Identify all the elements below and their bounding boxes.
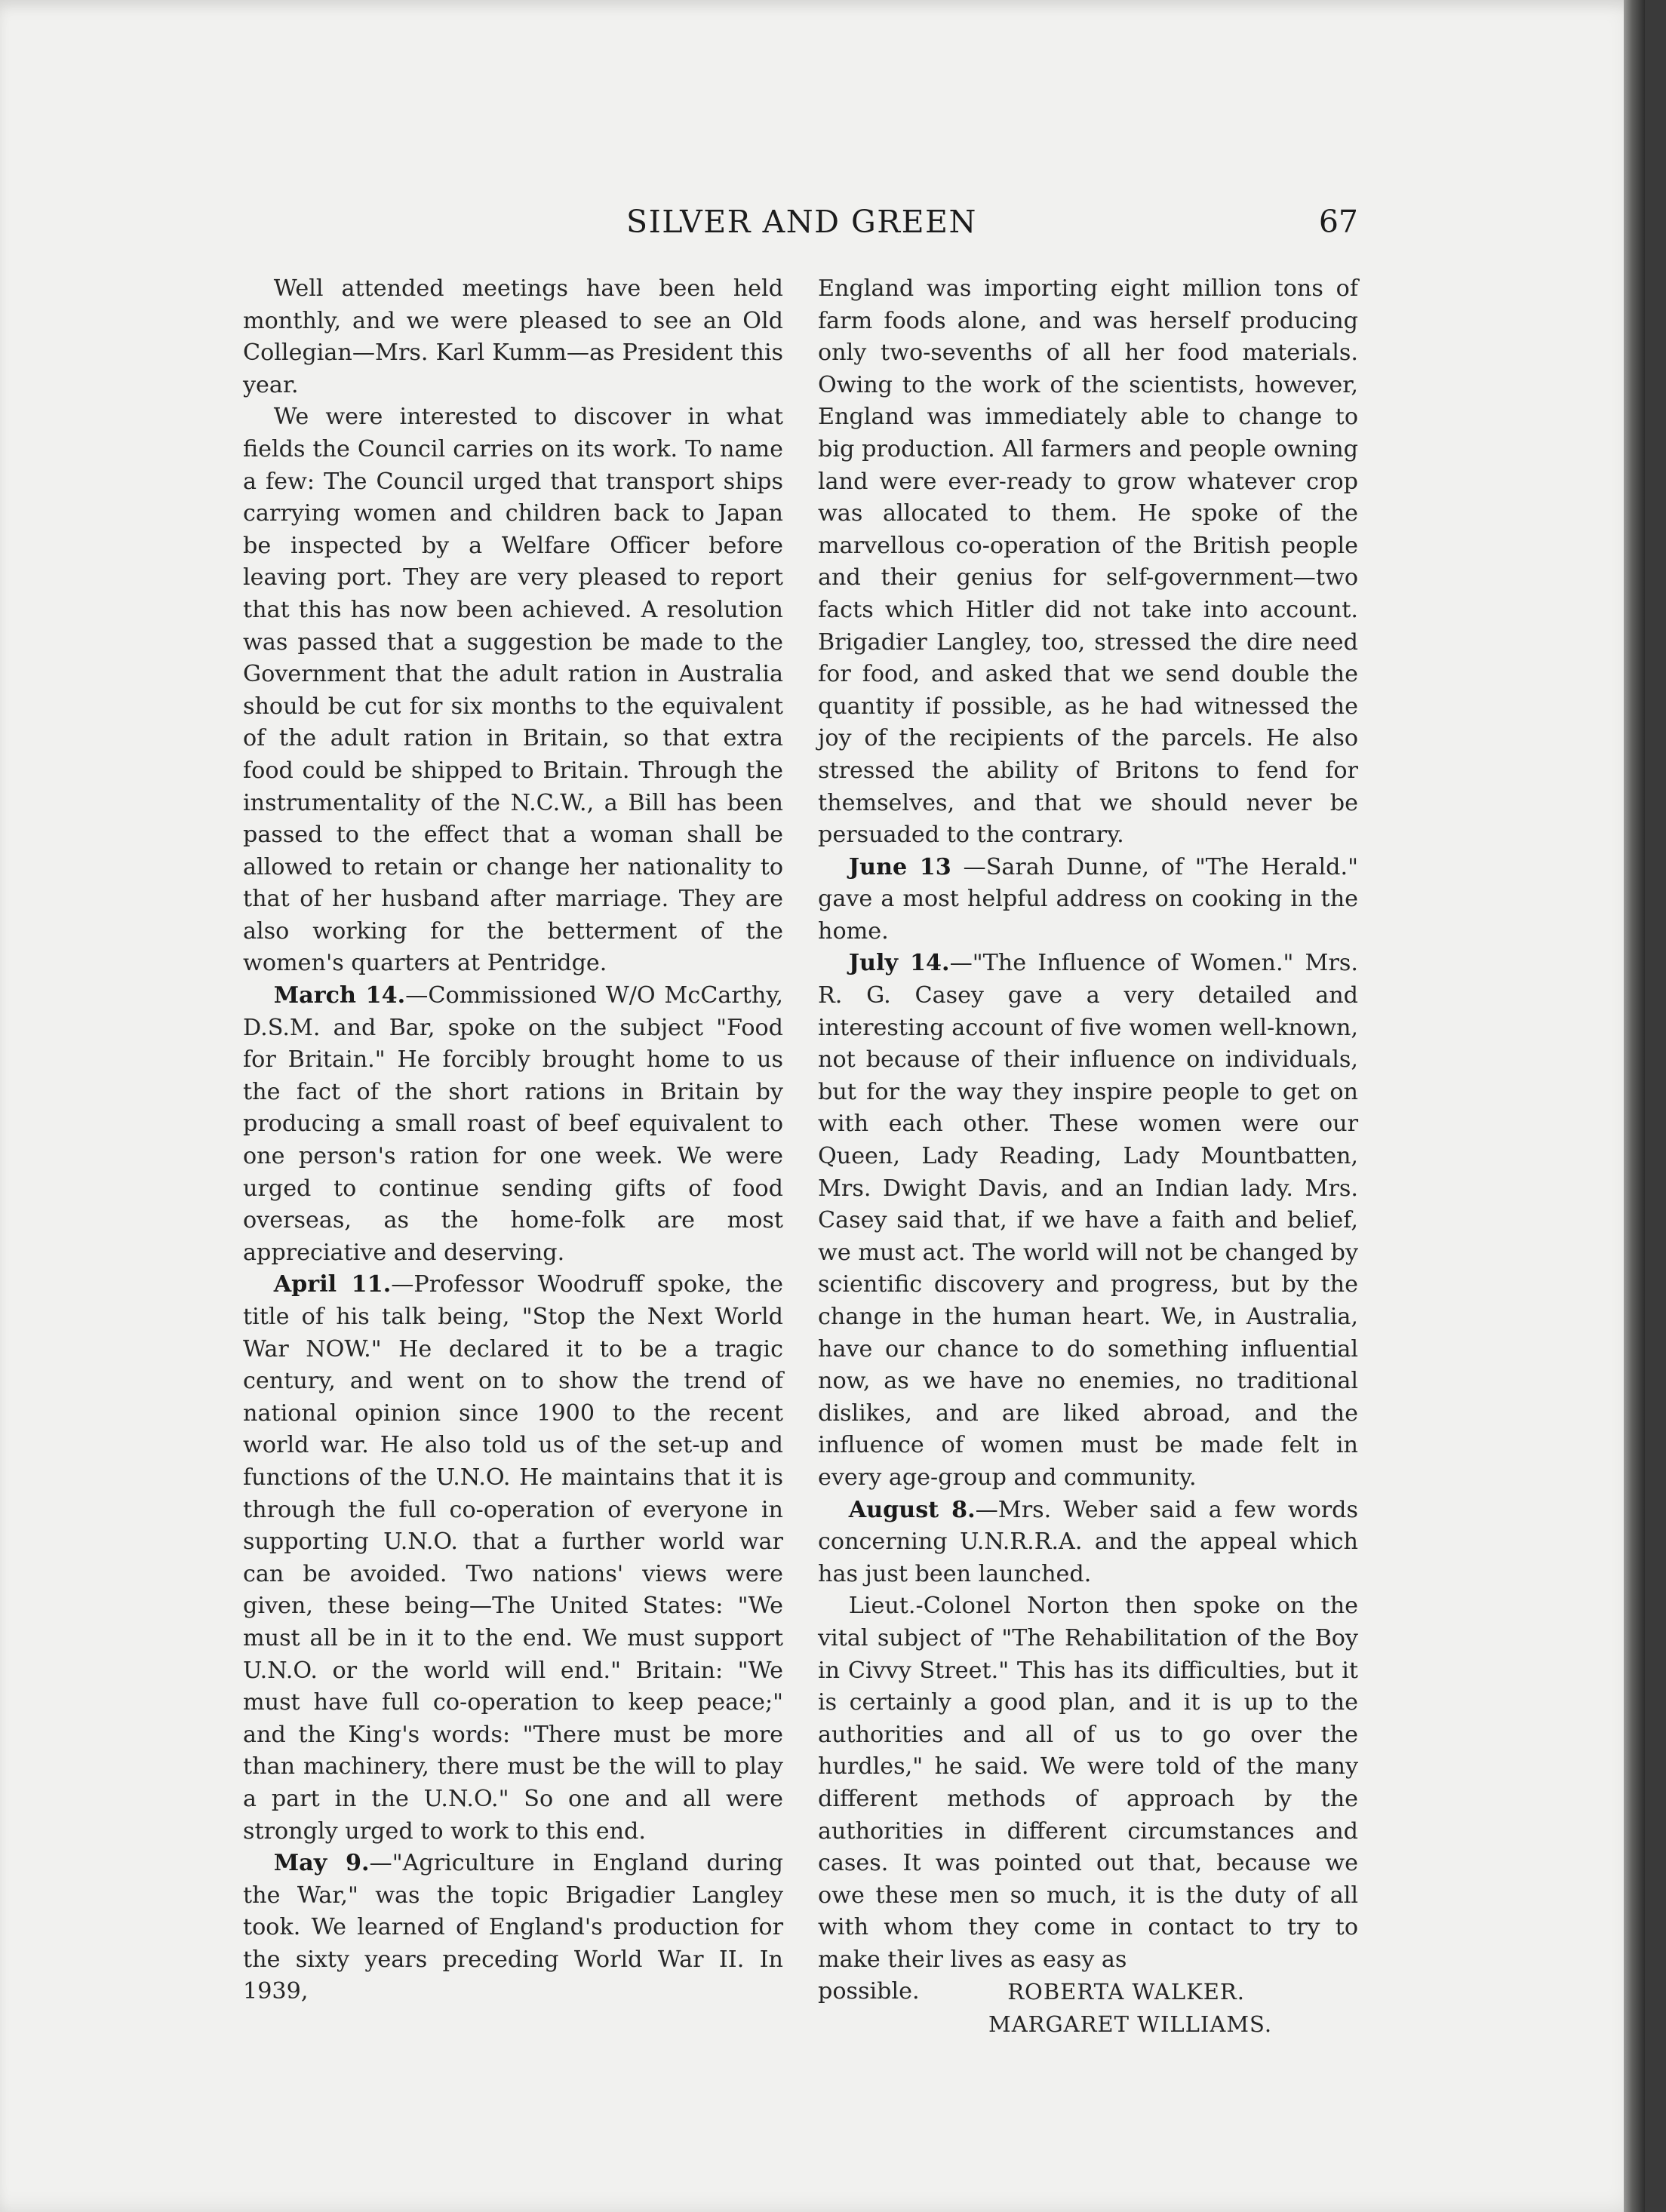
paragraph-norton: Lieut.-Colonel Norton then spoke on the vital subject of "The Rehabilitation of the Boy in Civvy Street." This has its difficulties, but it is certainly a good plan, and it is up to the authorities and all of us to go over the hurdles," he said. We were told of the many different methods of approach by the authorities in different circumstances and cases. It was pointed out that, because we owe these men so much, it is the duty of all with whom they come in contact to try to make their lives as easy as	[818, 1593, 1358, 1973]
paragraph-council: We were interested to discover in what fields the Council carries on its work. To name a few: The Council urged that transport ships carrying women and children back to Japan be inspected by a Welfare Officer before leaving port. They are very pleased to report that this has now been achieved. A resolution was passed that a suggestion be made to the Government that the adult ration in Australia should be cut for six months to the equivalent of the adult ration in Britain, so that extra food could be shipped to Britain. Through the instrumentality of the N.C.W., a Bill has been passed to the effect that a woman shall be allowed to retain or change her nationality to that of her husband after marriage. They are also working for the betterment of the women's quarters at Pentridge.	[243, 404, 783, 977]
running-title: SILVER AND GREEN	[626, 204, 977, 240]
left-column	[243, 273, 783, 2008]
entry-text-july: —"The Influence of Women." Mrs. R. G. Casey gave a very detailed and interesting account of five women well-known, not because of their influence on individuals, but for the way they inspire people to get on with each other. These women were our Queen, Lady Reading, Lady Mountbatten, Mrs. Dwight Davis, and an Indian lady. Mrs. Casey said that, if we have a faith and belief, we must act. The world will not be changed by scientific discovery and progress, but by the change in the human heart. We, in Australia, have our chance to do something influential now, as we have no enemies, no traditional dislikes, and are liked abroad, and the influence of women must be made felt in every age-group and community.	[818, 950, 1358, 1491]
paragraph-march	[243, 980, 783, 1269]
entry-date-may: May 9.	[273, 1850, 370, 1877]
signature-block	[818, 1976, 1358, 2041]
entry-date-june: June 13	[848, 853, 951, 880]
right-column	[818, 273, 1358, 2041]
entry-text-june: —Sarah Dunne, of "The Herald." gave a most helpful address on cooking in the home.	[818, 853, 1358, 945]
closing-word: possible.	[818, 1978, 920, 2005]
paragraph-agriculture-continued: England was importing eight million tons of farm foods alone, and was herself producing only two-sevenths of all her food materials. Owing to the work of the scientists, however, England was immediately able to change to big production. All farmers and people owning land were ever-ready to grow whatever crop was allocated to them. He spoke of the marvellous co-operation of the British people and their genius for self-government—two facts which Hitler did not take into account. Brigadier Langley, too, stressed the dire need for food, and asked that we send double the quantity if possible, as he had witnessed the joy of the recipients of the parcels. He also stressed the ability of Britons to fend for themselves, and that we should never be persuaded to the contrary.	[818, 275, 1358, 849]
entry-text-march: —Commissioned W/O McCarthy, D.S.M. and Bar, spoke on the subject "Food for Britain." He forcibly brought home to us the fact of the short rations in Britain by producing a small roast of beef equivalent to one person's ration for one week. We were urged to continue sending gifts of food overseas, as the home-folk are most appreciative and deserving.	[243, 982, 783, 1266]
entry-date-august: August 8.	[848, 1496, 976, 1523]
paragraph-august	[818, 1495, 1358, 1591]
entry-text-april: —Professor Woodruff spoke, the title of his talk being, "Stop the Next World War NOW." He declared it to be a tragic century, and went on to show the trend of national opinion since 1900 to the recent world war. He also told us of the set-up and functions of the U.N.O. He maintains that it is through the full co-operation of everyone in supporting U.N.O. that a further world war can be avoided. Two nations' views were given, these being—The United States: "We must all be in it to the end. We must support U.N.O. or the world will end." Britain: "We must have full co-operation to keep peace;" and the King's words: "There must be more than machinery, there must be the will to play a part in the U.N.O." So one and all were strongly urged to work to this end.	[243, 1271, 783, 1845]
page-number: 67	[1318, 204, 1358, 240]
signature-line-second	[818, 2008, 1358, 2041]
paragraph-july	[818, 948, 1358, 1494]
signature-margaret-williams: MARGARET WILLIAMS.	[988, 2011, 1273, 2038]
entry-text-august: —Mrs. Weber said a few words concerning U.N.R.R.A. and the appeal which has just been launched.	[818, 1496, 1359, 1587]
entry-date-april: April 11.	[273, 1271, 392, 1298]
paragraph-june	[818, 852, 1358, 948]
paragraph-may	[243, 1848, 783, 2008]
entry-text-may: —"Agriculture in England during the War," was the topic Brigadier Langley took. We learned of England's production for the sixty years preceding World War II. In 1939,	[243, 1850, 783, 2005]
running-header	[241, 204, 1358, 249]
signature-line-first	[818, 1976, 1358, 2008]
entry-date-july: July 14.	[848, 950, 950, 977]
paragraph-april	[243, 1269, 783, 1848]
entry-date-march: March 14.	[273, 982, 406, 1009]
paragraph-intro: Well attended meetings have been held monthly, and we were pleased to see an Old Collegian—Mrs. Karl Kumm—as President this year.	[243, 275, 783, 398]
book-binding-edge	[1624, 0, 1645, 2212]
signature-roberta-walker: ROBERTA WALKER.	[1007, 1979, 1245, 2005]
